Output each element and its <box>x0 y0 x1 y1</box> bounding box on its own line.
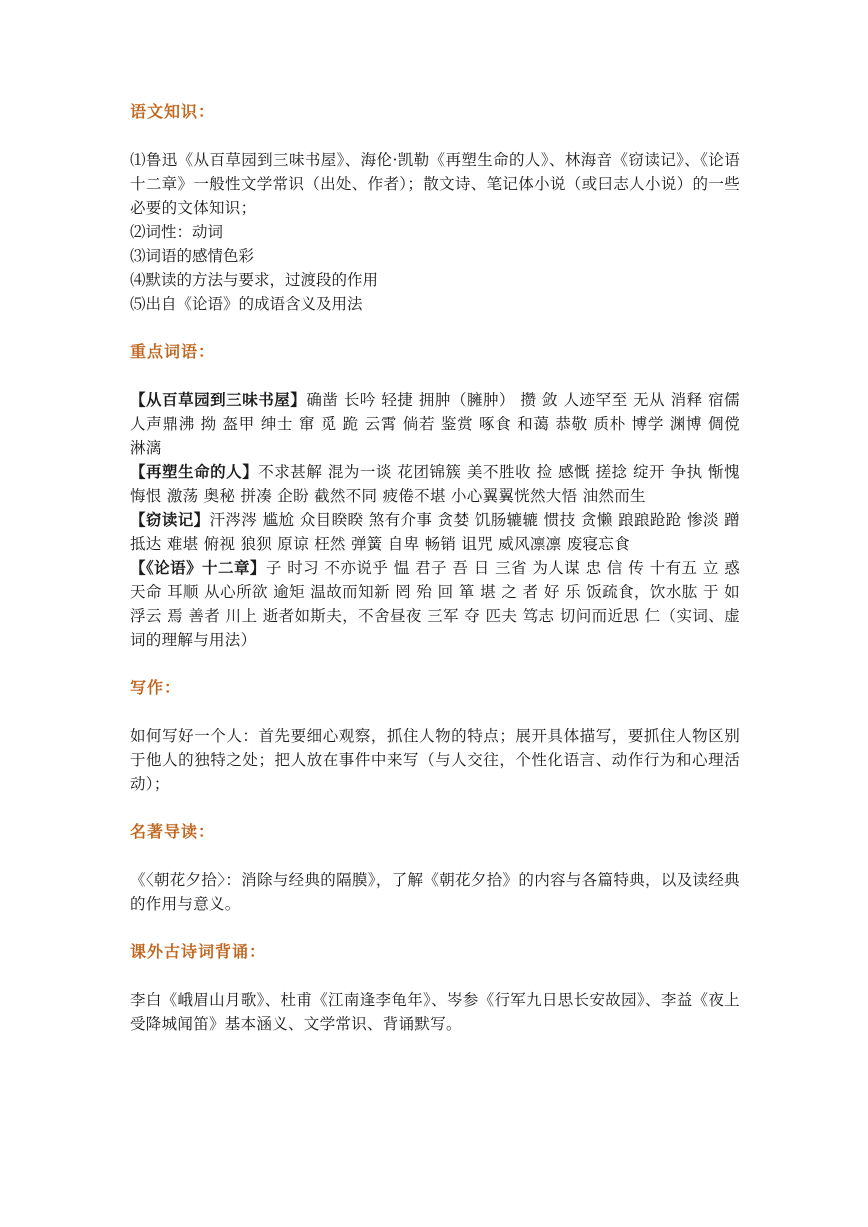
key-words-block <box>130 388 740 652</box>
knowledge-item-4: ⑷默读的方法与要求，过渡段的作用 <box>130 271 379 289</box>
vocab-group-words: 不求甚解 混为一谈 花团锦簇 美不胜收 捡 感慨 搓捻 绽开 争执 惭愧 悔恨 激荡 奥秘 拼凑 企盼 截然不同 疲倦不堪 小心翼翼恍然大悟 油然而生 <box>130 463 740 505</box>
section-heading-poetry: 课外古诗词背诵： <box>130 942 267 961</box>
knowledge-item-1: ⑴鲁迅《从百草园到三味书屋》、海伦·凯勒《再塑生命的人》、林海音《窃读记》、《论语十二章》一般性文学常识（出处、作者）；散文诗、笔记体小说（或曰志人小说）的一些必要的文体知识； <box>130 151 740 217</box>
vocab-group-words: 子 时习 不亦说乎 愠 君子 吾 日 三省 为人谋 忠 信 传 十有五 立 惑 天命 耳顺 从心所欲 逾矩 温故而知新 罔 殆 回 箪 堪 之 者 好 乐 饭疏食，饮水肱 于 如浮云 焉 善者 川上 逝者如斯夫，不舍昼夜 三军 夺 匹夫 笃志 切问而近思 仁（实词、虚词的理解与用法） <box>130 559 741 649</box>
chinese-knowledge-list <box>130 148 740 316</box>
vocab-group-title: 【再塑生命的人】 <box>130 462 259 481</box>
section-heading-writing: 写作： <box>130 678 182 697</box>
section-heading-chinese-knowledge: 语文知识： <box>130 102 216 121</box>
vocab-group-qiedu <box>130 508 740 556</box>
vocab-group-title: 【窃读记】 <box>130 510 210 529</box>
knowledge-item-2: ⑵词性：动词 <box>130 223 224 241</box>
writing-text: 如何写好一个人：首先要细心观察，抓住人物的特点；展开具体描写，要抓住人物区别于他人的独特之处；把人放在事件中来写（与人交往，个性化语言、动作行为和心理活动）； <box>130 727 740 793</box>
document-page <box>130 100 740 1036</box>
section-heading-classics: 名著导读： <box>130 822 216 841</box>
vocab-group-words: 汗涔涔 尴尬 众目睽睽 煞有介事 贪婪 饥肠辘辘 惯技 贪懒 踉踉跄跄 惨淡 蹭 抵达 难堪 俯视 狼狈 原谅 枉然 弹簧 自卑 畅销 诅咒 威风凛凛 废寝忘食 <box>130 511 740 553</box>
vocab-group-lunyu <box>130 556 740 652</box>
vocab-group-title: 【《论语》十二章】 <box>130 558 266 577</box>
vocab-group-words: 确凿 长吟 轻捷 拥肿（臃肿） 攒 敛 人迹罕至 无从 消释 宿儒 人声鼎沸 拗 盔甲 绅士 窜 觅 跪 云霄 倘若 鉴赏 啄食 和蔼 恭敬 质朴 博学 渊博 倜傥 淋漓 <box>130 391 740 457</box>
section-heading-key-words: 重点词语： <box>130 342 216 361</box>
vocab-group-baicaoyuan <box>130 388 740 460</box>
vocab-group-title: 【从百草园到三味书屋】 <box>130 390 307 409</box>
knowledge-item-5: ⑸出自《论语》的成语含义及用法 <box>130 295 363 313</box>
vocab-group-zaisu <box>130 460 740 508</box>
classics-text: 《〈朝花夕拾〉：消除与经典的隔膜》，了解《朝花夕拾》的内容与各篇特典，以及读经典的作用与意义。 <box>130 871 740 913</box>
knowledge-item-3: ⑶词语的感情色彩 <box>130 247 255 265</box>
poetry-text: 李白《峨眉山月歌》、杜甫《江南逢李龟年》、岑参《行军九日思长安故园》、李益《夜上受降城闻笛》基本涵义、文学常识、背诵默写。 <box>130 991 740 1033</box>
